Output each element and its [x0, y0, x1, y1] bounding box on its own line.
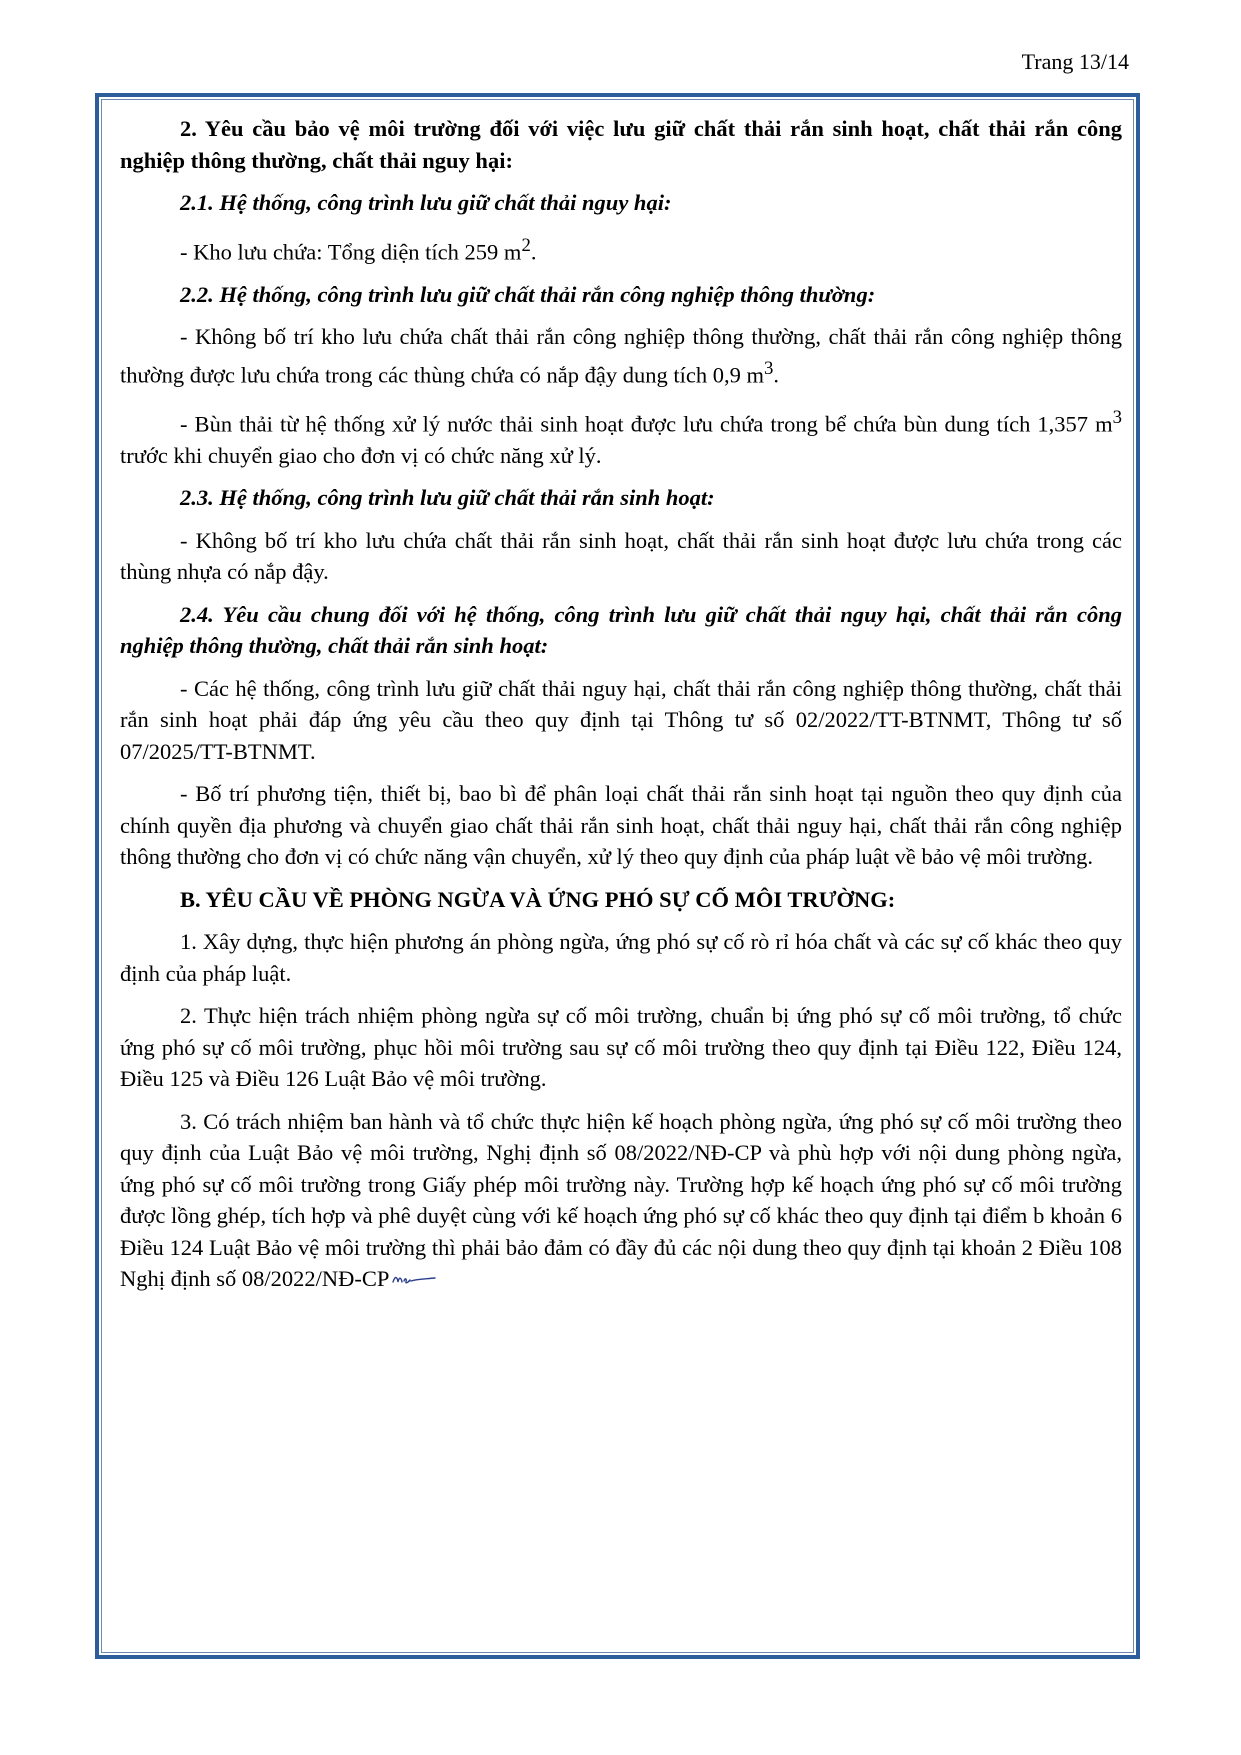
period: . [530, 239, 537, 264]
paragraph-industrial-waste [120, 321, 1122, 391]
subheading-2-4: 2.4. Yêu cầu chung đối với hệ thống, công trình lưu giữ chất thải nguy hại, chất thải rắn công nghiệp thông thường, chất thải rắn sinh hoạt: [120, 601, 1122, 658]
paragraph-item-1: 1. Xây dựng, thực hiện phương án phòng ngừa, ứng phó sự cố rò rỉ hóa chất và các sự cố khác theo quy định của pháp luật. [120, 929, 1122, 986]
sludge-text-b: trước khi chuyển giao cho đơn vị có chức năng xử lý. [120, 442, 602, 468]
industrial-waste-text: - Không bố trí kho lưu chứa chất thải rắn công nghiệp thông thường, chất thải rắn công nghiệp thông thường được lưu chứa trong các thùng chứa có nắp đậy dung tích 0,9 m [120, 324, 1122, 387]
subheading-2-3: 2.3. Hệ thống, công trình lưu giữ chất thải rắn sinh hoạt: [180, 485, 715, 510]
storage-area-text: - Kho lưu chứa: Tổng diện tích 259 m [180, 239, 522, 264]
subheading-2-1: 2.1. Hệ thống, công trình lưu giữ chất thải nguy hại: [180, 190, 672, 215]
document-body [120, 113, 1122, 1306]
paragraph-item-3 [120, 1106, 1122, 1295]
superscript-3: 3 [1112, 406, 1122, 428]
section-heading-2: 2. Yêu cầu bảo vệ môi trường đối với việc lưu giữ chất thải rắn sinh hoạt, chất thải rắn công nghiệp thông thường, chất thải nguy hại: [120, 116, 1122, 173]
sludge-text-a: - Bùn thải từ hệ thống xử lý nước thải sinh hoạt được lưu chứa trong bể chứa bùn dung tích 1,357 m [180, 411, 1113, 436]
section-heading-b: B. YÊU CẦU VỀ PHÒNG NGỪA VÀ ỨNG PHÓ SỰ CỐ MÔI TRƯỜNG: [180, 886, 896, 912]
item-3-text: 3. Có trách nhiệm ban hành và tổ chức thực hiện kế hoạch phòng ngừa, ứng phó sự cố môi trường theo quy định của Luật Bảo vệ môi trường, Nghị định số 08/2022/NĐ-CP và phù hợp với nội dung phòng ngừa, ứng phó sự cố môi trường trong Giấy phép môi trường này. Trường hợp kế hoạch ứng phó sự cố môi trường được lồng ghép, tích hợp và phê duyệt cùng với kế hoạch ứng phó sự cố khác theo quy định tại điểm b khoản 6 Điều 124 Luật Bảo vệ môi trường thì phải bảo đảm có đầy đủ các nội dung theo quy định tại khoản 2 Điều 108 Nghị định số 08/2022/NĐ-CP [120, 1108, 1122, 1291]
initials-signature [391, 1270, 437, 1288]
superscript-2: 2 [521, 234, 531, 256]
superscript-3: 3 [764, 357, 774, 379]
page-number: Trang 13/14 [1021, 49, 1129, 74]
paragraph-sludge [120, 402, 1122, 472]
paragraph-item-2: 2. Thực hiện trách nhiệm phòng ngừa sự cố môi trường, chuẩn bị ứng phó sự cố môi trường, tổ chức ứng phó sự cố môi trường, phục hồi môi trường sau sự cố môi trường theo quy định tại Điều 122, Điều 124, Điều 125 và Điều 126 Luật Bảo vệ môi trường. [120, 1003, 1122, 1091]
subheading-2-2: 2.2. Hệ thống, công trình lưu giữ chất thải rắn công nghiệp thông thường: [180, 281, 876, 307]
paragraph-domestic-waste: - Không bố trí kho lưu chứa chất thải rắn sinh hoạt, chất thải rắn sinh hoạt được lưu chứa trong các thùng nhựa có nắp đậy. [120, 527, 1122, 584]
paragraph-sorting-transfer: - Bố trí phương tiện, thiết bị, bao bì để phân loại chất thải rắn sinh hoạt tại nguồn theo quy định của chính quyền địa phương và chuyển giao chất thải rắn sinh hoạt, chất thải nguy hại, chất thải rắn công nghiệp thông thường cho đơn vị có chức năng vận chuyển, xử lý theo quy định của pháp luật về bảo vệ môi trường. [120, 781, 1122, 869]
paragraph-general-requirements: - Các hệ thống, công trình lưu giữ chất thải nguy hại, chất thải rắn công nghiệp thông thường, chất thải rắn sinh hoạt phải đáp ứng yêu cầu theo quy định tại Thông tư số 02/2022/TT-BTNMT, Thông tư số 07/2025/TT-BTNMT. [120, 675, 1122, 764]
period: . [773, 362, 779, 387]
paragraph-storage-area [120, 230, 1122, 268]
